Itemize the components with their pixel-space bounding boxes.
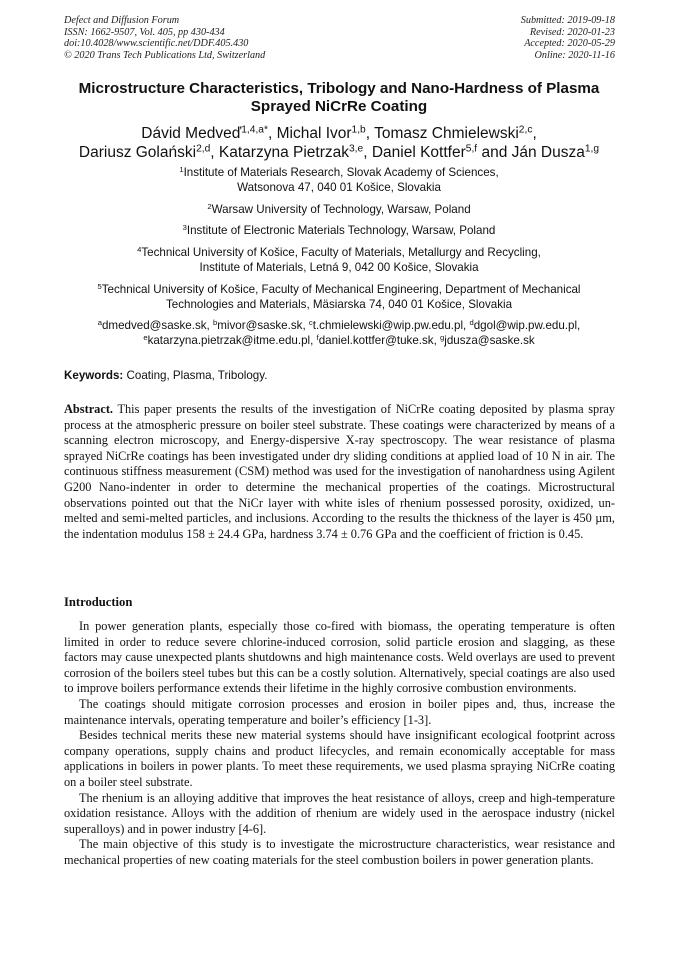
date-accepted: Accepted: 2020-05-29 [524,38,615,49]
author-affiliation-marker: 5,f [465,143,478,155]
email-address[interactable]: daniel.kottfer@tuke.sk, [318,334,441,348]
affiliation-text: Institute of Materials Research, Slovak Academy of Sciences, [183,166,499,179]
abstract-text: This paper presents the results of the investigation of NiCrRe coating deposited by plasma spray process at the atmospheric pressure on boiler steel substrate. These coatings were characterized by means of a scanning electron microscopy, and Energy-dispersive X-ray spectroscopy. The wear resistance of plasma sprayed NiCrRe coatings has been investigated under dry sliding conditions at applied load of 10 N in air. The continuous stiffness measurement (CSM) method was used for the investigation of nanohardness using Agilent G200 Nano-indenter in order to determine the mechanical properties of the coatings. Microstructural observations pointed out that the NiCr layer with white isles of rhenium possessed porosity, oxidized, un-melted and semi-melted particles, and inclusions. According to the results the thickness of the layer is 450 µm, the indentation modulus 158 ± 24.4 GPa, hardness 3.74 ± 0.76 GPa and the coefficient of friction is 0.45. [64,402,615,541]
email-address[interactable]: jdusza@saske.sk [444,334,535,348]
affiliation-number: 5 [97,281,102,291]
date-submitted: Submitted: 2019-09-18 [520,15,615,26]
email-marker: b [212,318,218,328]
affiliation-address: Institute of Materials, Letná 9, 042 00 Košice, Slovakia [199,260,479,274]
abstract-label: Abstract. [64,402,114,416]
affiliation-number: 1 [179,164,184,174]
affiliation-3 [40,224,638,239]
author-name: Dariusz Golański [78,144,197,161]
author-name: Ján Dusza [511,144,585,161]
author-separator: , [210,144,219,161]
journal-name: Defect and Diffusion Forum [64,15,180,26]
affiliation-list [40,166,638,349]
affiliation-number: 2 [207,201,212,211]
affiliation-5 [40,283,638,313]
keywords [64,369,616,383]
author-affiliation-marker: 1,4,a* [241,124,268,136]
author-name: Tomasz Chmielewski [374,125,519,142]
affiliation-2 [40,203,638,218]
email-list [40,319,638,349]
paragraph: The main objective of this study is to investigate the microstructure characteristics, wear resistance and mechanical properties of new coating materials for the steel combustion boilers in power generation plants. [64,837,615,867]
author-line-2 [30,143,648,162]
keywords-text: Coating, Plasma, Tribology. [123,369,268,382]
date-revised: Revised: 2020-01-23 [529,26,615,38]
journal-copyright: © 2020 Trans Tech Publications Ltd, Switzerland [64,49,266,61]
affiliation-text: Warsaw University of Technology, Warsaw, Poland [211,202,471,216]
paper-title [40,80,638,116]
paragraph: The rhenium is an alloying additive that improves the heat resistance of alloys, creep and high-temperature oxidation resistance. Alloys with the addition of rhenium are widely used in the aerospace industry (nickel superalloys) and in power industry [4-6]. [64,790,615,836]
affiliation-number: 4 [137,244,142,254]
email-marker: d [469,318,474,328]
affiliation-1 [40,166,638,196]
journal-doi: doi:10.4028/www.scientific.net/DDF.405.430 [64,38,249,49]
paragraph: Besides technical merits these new material systems should have insignificant ecological footprint across company operations, supply chains and product lifecycles, and remain economically acceptable for mass applications in boilers in power plants. To meet these requirements, we used plasma spraying NiCrRe coating on a boiler steel substrate. [64,728,615,789]
email-marker: c [308,318,313,328]
email-line-1 [40,319,638,334]
journal-header [64,15,265,61]
paragraph: In power generation plants, especially those co-fired with biomass, the operating temperature is often limited in order to reduce severe chlorine-induced corrosion, solid particle erosion and slagging, as these factors may cause unexpected plants shutdowns and high maintenance costs. Weld overlays are used to prevent corrosion of the boilers steel tubes but this can be a costly solution. Alternatively, special coatings are also used to improve boilers performance extends their lifetime in the highly corrosive combustion environments. [64,619,615,696]
affiliation-text: Technical University of Košice, Faculty of Materials, Metallurgy and Recycling, [141,246,541,260]
author-affiliation-marker: 1,b [351,124,366,136]
journal-issn: ISSN: 1662-9507, Vol. 405, pp 430-434 [64,26,225,38]
email-address[interactable]: dgol@wip.pw.edu.pl, [473,319,581,333]
email-address[interactable]: mivor@saske.sk, [217,319,309,333]
paper-title-line-2: Sprayed NiCrRe Coating [250,98,428,115]
author-separator: and [477,144,512,161]
affiliation-4 [40,246,638,276]
date-online: Online: 2020-11-16 [534,49,615,61]
author-affiliation-marker: 3,e [349,143,364,155]
email-marker: e [143,332,148,342]
author-separator: , [532,125,537,142]
affiliation-address: Technologies and Materials, Mäsiarska 74, 040 01 Košice, Slovakia [165,297,513,311]
keywords-label: Keywords: [64,369,124,382]
author-affiliation-marker: 2,d [196,143,211,155]
author-separator: , [267,125,277,142]
affiliation-text: Institute of Electronic Materials Technology, Warsaw, Poland [186,224,496,238]
author-affiliation-marker: 2,c [518,124,533,136]
affiliation-text: Technical University of Košice, Faculty of Mechanical Engineering, Department of Mechanical [101,282,581,296]
section-heading-introduction: Introduction [64,595,133,609]
email-address[interactable]: t.chmielewski@wip.pw.edu.pl, [312,319,470,333]
paragraph: The coatings should mitigate corrosion processes and erosion in boiler pipes and, thus, increase the maintenance intervals, operating temperature and boiler’s efficiency [1-3]. [64,696,615,727]
affiliation-number: 3 [182,223,187,233]
author-affiliation-marker: 1,g [584,143,600,155]
author-line-1 [30,124,648,143]
introduction-body [64,619,615,869]
email-marker: a [97,318,102,328]
author-name: Dávid Medveď [141,125,242,142]
author-separator: , [365,125,375,142]
email-line-2 [40,334,638,349]
email-address[interactable]: katarzyna.pietrzak@itme.edu.pl, [147,334,317,348]
author-name: Katarzyna Pietrzak [218,144,349,161]
paper-title-line-1: Microstructure Characteristics, Tribology and Nano-Hardness of Plasma [78,80,600,97]
author-name: Michal Ivor [276,125,352,142]
email-marker: g [440,332,445,342]
email-marker: f [316,332,319,342]
email-address[interactable]: dmedved@saske.sk, [101,319,213,333]
affiliation-address: Watsonova 47, 040 01 Košice, Slovakia [237,180,441,194]
dates-header [521,15,615,61]
author-name: Daniel Kottfer [371,144,466,161]
author-list [30,124,648,162]
author-separator: , [363,144,372,161]
abstract [64,402,615,542]
